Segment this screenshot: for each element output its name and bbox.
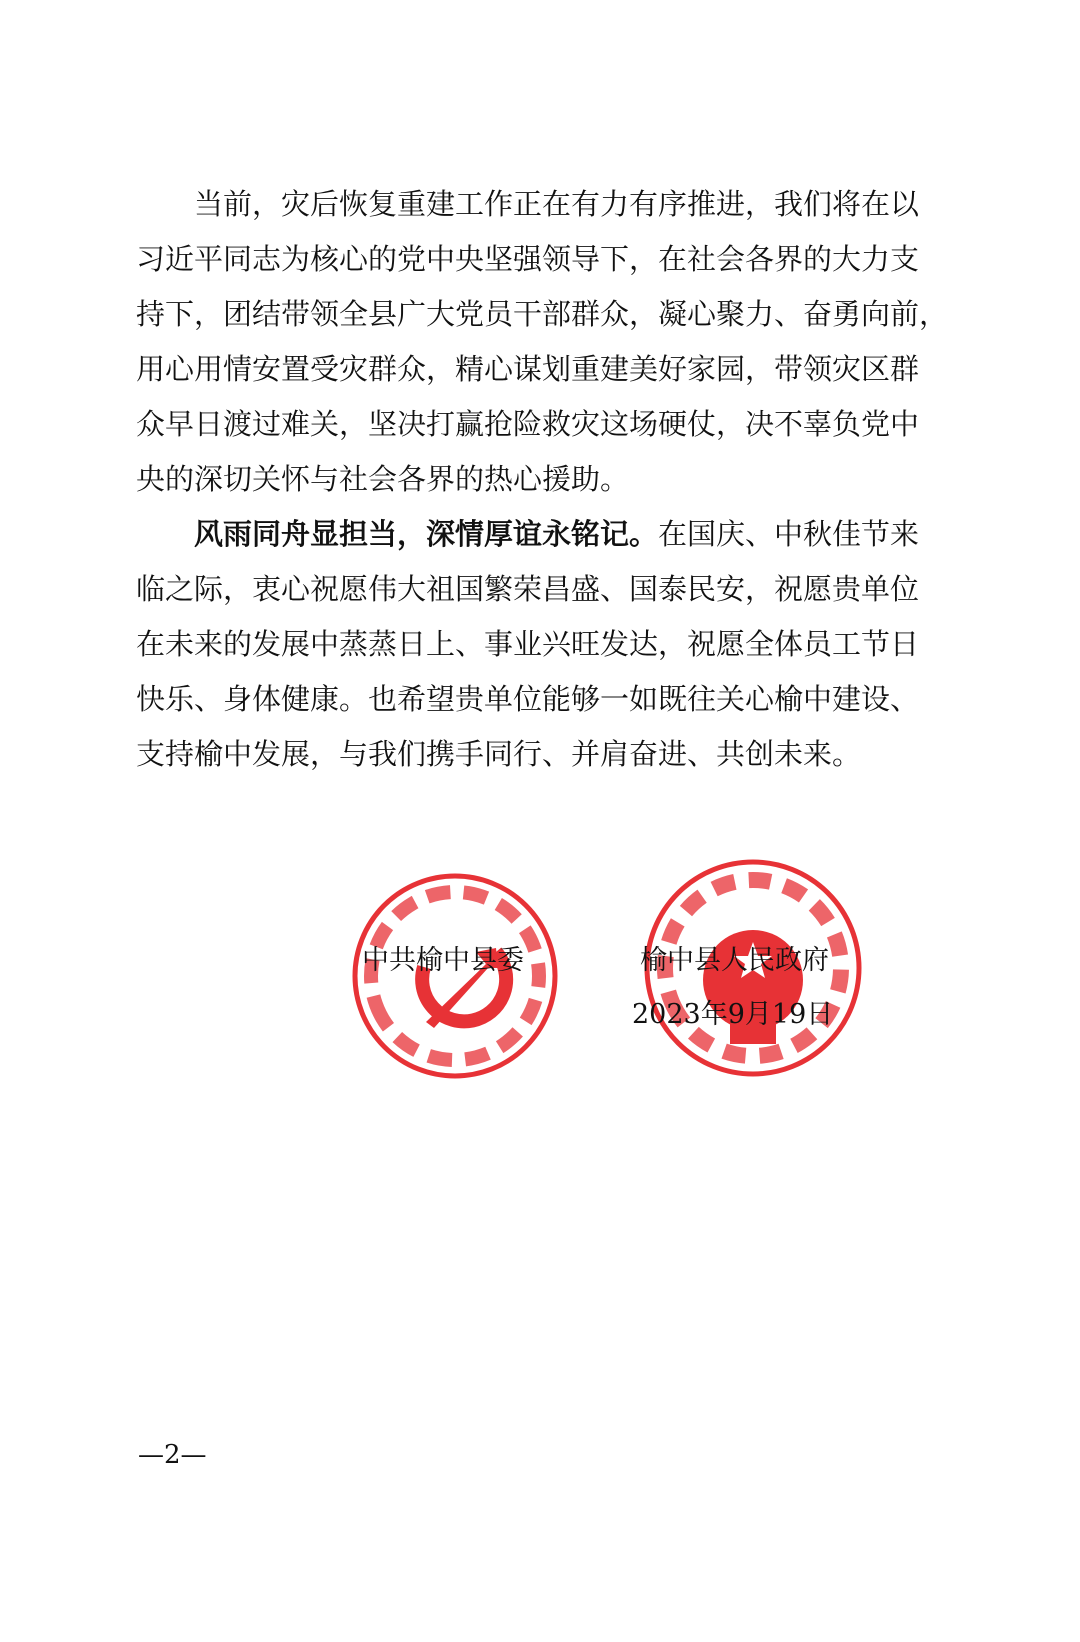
text-line: 央的深切关怀与社会各界的热心援助。: [136, 462, 630, 496]
text-line: 持下，团结带领全县广大党员干部群众，凝心聚力、奋勇向前，: [136, 297, 949, 331]
text-line: 众早日渡过难关，坚决打赢抢险救灾这场硬仗，决不辜负党中: [136, 407, 920, 441]
text-line: 当前，灾后恢复重建工作正在有力有序推进，我们将在以: [194, 187, 920, 221]
signature-government: 榆中县人民政府: [640, 945, 829, 976]
text-span: 在国庆、中秋佳节来: [658, 517, 920, 551]
signature-party-committee: 中共榆中县委: [362, 945, 524, 976]
text-line: 在未来的发展中蒸蒸日上、事业兴旺发达，祝愿全体员工节日: [136, 627, 920, 661]
text-line: 快乐、身体健康。也希望贵单位能够一如既往关心榆中建设、: [136, 682, 920, 716]
text-line: 临之际，衷心祝愿伟大祖国繁荣昌盛、国泰民安，祝愿贵单位: [136, 572, 920, 606]
text-line: 用心用情安置受灾群众，精心谋划重建美好家园，带领灾区群: [136, 352, 920, 386]
signature-date: 2023年9月19日: [632, 999, 834, 1030]
text-line: 支持榆中发展，与我们携手同行、并肩奋进、共创未来。: [136, 737, 862, 771]
text-line: 习近平同志为核心的党中央坚强领导下，在社会各界的大力支: [136, 242, 920, 276]
bold-lead: 风雨同舟显担当，深情厚谊永铭记。: [194, 517, 659, 551]
page-number: —2—: [138, 1440, 207, 1470]
text-line: [194, 516, 920, 552]
